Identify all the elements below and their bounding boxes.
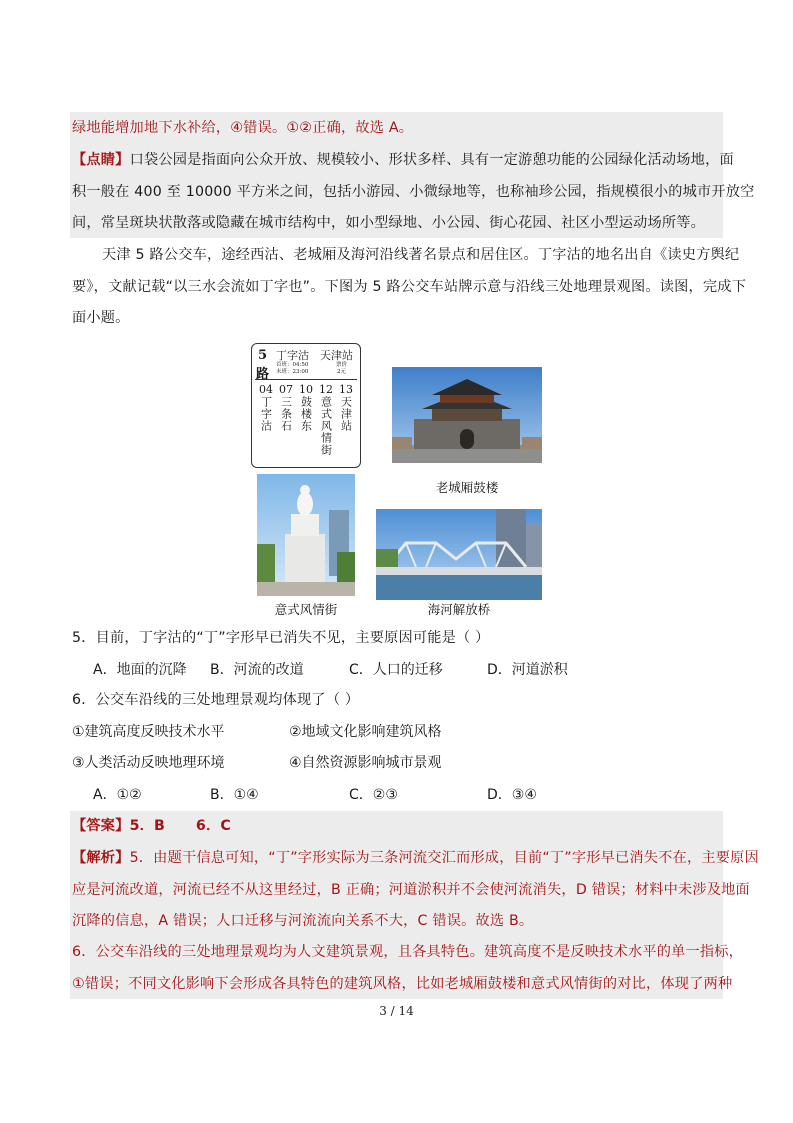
- stem-line-2: 要》，文献记载“以三水会流如丁字也”。下图为 5 路公交车站牌示意与沿线三处地理景观图。读图，完成下: [72, 279, 747, 295]
- answer-label: 【答案】: [72, 818, 130, 834]
- analysis-label: 【解析】: [72, 850, 130, 866]
- answer-text: 5．B 6．C: [129, 818, 231, 834]
- intro-line: 绿地能增加地下水补给，④错误。①②正确，故选 A。: [72, 120, 414, 136]
- stem-line-3: 面小题。: [72, 310, 130, 326]
- bus-stop-number: 13: [339, 383, 353, 396]
- bus-stop-number: 10: [299, 383, 313, 396]
- page-number: 3 / 14: [379, 1004, 414, 1018]
- analysis-line-1: 【解析】5．由题干信息可知，“丁”字形实际为三条河流交汇而形成，目前“丁”字形早已消失不在，主要原因: [72, 850, 759, 866]
- q6-statement-3: ③人类活动反映地理环境: [72, 755, 225, 771]
- route-number: 5: [258, 348, 268, 363]
- q5-option-b: B．河流的改道: [210, 662, 304, 678]
- q6-option-b: B．①④: [210, 787, 259, 803]
- q5-option-a: A．地面的沉降: [93, 662, 187, 678]
- stem-line-1: 天津 5 路公交车，途经西沽、老城厢及海河沿线著名景点和居住区。丁字沽的地名出自《读史方舆纪: [102, 247, 740, 263]
- dianjing-label: 【点睛】: [72, 152, 130, 168]
- fare-info: 票价 2元: [336, 362, 348, 375]
- route-from: 丁字沽: [276, 349, 309, 362]
- analysis-line-4: 6．公交车沿线的三处地理景观均为人文建筑景观，且各具特色。建筑高度不是反映技术水平的单一指标，: [72, 944, 744, 960]
- bus-stop-number: 04: [259, 383, 273, 396]
- bus-stop-sign: [251, 343, 361, 468]
- route-to: 天津站: [320, 349, 353, 362]
- q6-option-c: C．②③: [349, 787, 398, 803]
- bus-stop-number: 07: [279, 383, 293, 396]
- dianjing-line-3: 间，常呈斑块状散落或隐藏在城市结构中，如小型绿地、小公园、街心花园、社区小型运动场所等。: [72, 215, 706, 231]
- q5-option-d: D．河道淤积: [487, 662, 568, 678]
- bus-stop-name: 三条石: [279, 396, 293, 432]
- bus-stop-name: 天津站: [339, 396, 353, 432]
- analysis-line-3: 沉降的信息，A 错误；人口迁移与河流流向关系不大，C 错误。故选 B。: [72, 913, 534, 929]
- drum-tower-caption: 老城厢鼓楼: [435, 480, 499, 495]
- bus-stop-name: 鼓楼东: [299, 396, 313, 432]
- sign-divider: [255, 379, 357, 380]
- dianjing-line-2: 积一般在 400 至 10000 平方米之间，包括小游园、小微绿地等，也称袖珍公园，指规模很小的城市开放空: [72, 184, 755, 200]
- q6-statement-2: ②地域文化影响建筑风格: [289, 724, 442, 740]
- bridge-photo: [376, 509, 542, 600]
- q6-stem: 6．公交车沿线的三处地理景观均体现了（ ）: [72, 692, 360, 708]
- bus-stop: [296, 383, 316, 432]
- q6-option-a: A．①②: [93, 787, 142, 803]
- answer-shade-bottom: [70, 811, 723, 999]
- italian-street-photo: [257, 474, 355, 596]
- bus-stop-number: 12: [319, 383, 333, 396]
- bus-times: 首班：04:50 末班：23:00: [276, 362, 309, 375]
- bus-stop-name: 意式风情街: [319, 396, 333, 456]
- q5-stem: 5．目前，丁字沽的“丁”字形早已消失不见，主要原因可能是（ ）: [72, 630, 490, 646]
- bus-stop: [256, 383, 276, 432]
- bus-stop: [276, 383, 296, 432]
- q6-statement-1: ①建筑高度反映技术水平: [72, 724, 225, 740]
- bus-stop: [336, 383, 356, 432]
- stops-list: [256, 383, 356, 463]
- drum-tower-photo: [392, 367, 542, 463]
- answer-line: [72, 816, 231, 836]
- q6-statement-4: ④自然资源影响城市景观: [289, 755, 442, 771]
- dianjing-line-1: 【点睛】口袋公园是指面向公众开放、规模较小、形状多样、具有一定游憩功能的公园绿化活动场地，面: [72, 152, 734, 168]
- route-char: 路: [256, 367, 270, 382]
- analysis-line-2: 应是河流改道，河流已经不从这里经过，B 正确；河道淤积并不会使河流消失，D 错误；材料中未涉及地面: [72, 882, 750, 898]
- italian-street-caption: 意式风情街: [274, 602, 338, 617]
- q6-option-d: D．③④: [487, 787, 537, 803]
- bridge-caption: 海河解放桥: [427, 602, 491, 617]
- analysis-line-5: ①错误；不同文化影响下会形成各具特色的建筑风格，比如老城厢鼓楼和意式风情街的对比，体现了两种: [72, 976, 733, 992]
- bus-stop: [316, 383, 336, 456]
- q5-option-c: C．人口的迁移: [349, 662, 443, 678]
- bus-stop-name: 丁字沽: [259, 396, 273, 432]
